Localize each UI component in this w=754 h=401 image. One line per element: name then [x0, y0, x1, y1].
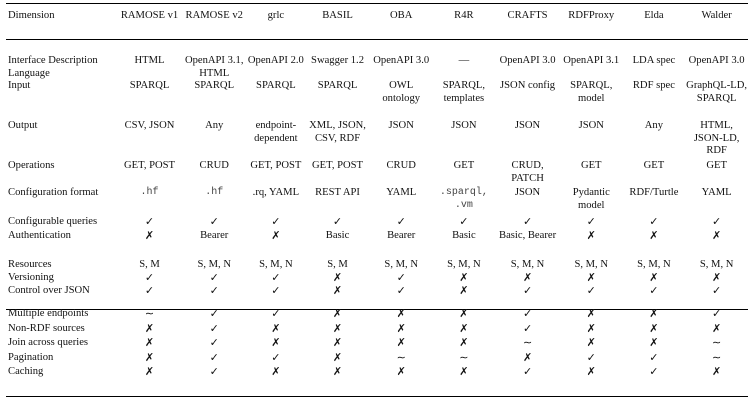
partial-icon: ∼ — [459, 350, 469, 364]
check-icon: ✓ — [209, 365, 219, 378]
table-cell: endpoint-dependent — [254, 120, 298, 144]
check-icon: ✓ — [209, 271, 219, 284]
table-cell: CSV, JSON — [124, 120, 175, 131]
cross-icon: ✗ — [459, 321, 469, 335]
cross-icon: ✗ — [332, 350, 343, 364]
table-cell: OWL ontology — [382, 80, 421, 104]
table-cell: JSON — [388, 120, 414, 131]
table-row — [6, 323, 748, 338]
cross-icon: ✗ — [649, 321, 659, 335]
check-icon: ✓ — [209, 215, 219, 228]
table-cell: OpenAPI 3.0 — [688, 55, 745, 66]
check-icon: ✓ — [271, 350, 281, 364]
cross-icon: ✗ — [396, 365, 406, 378]
check-icon: ✓ — [459, 215, 469, 228]
check-icon: ✓ — [522, 321, 533, 335]
check-icon: ✓ — [649, 350, 659, 364]
cross-icon: ✗ — [144, 336, 155, 349]
check-icon: ✓ — [649, 284, 659, 297]
header-oba: OBA — [390, 10, 413, 21]
partial-icon: ∼ — [396, 350, 406, 364]
cross-icon: ✗ — [144, 350, 155, 364]
header-grlc: grlc — [267, 10, 285, 21]
table-cell: CRUD — [386, 160, 416, 171]
header-ramose-v1: RAMOSE v1 — [120, 10, 179, 21]
dimension-label: Output — [8, 120, 38, 131]
check-icon: ✓ — [332, 215, 343, 228]
table-cell: S, M, N — [574, 259, 609, 270]
check-icon: ✓ — [649, 365, 659, 378]
table-cell: LDA spec — [632, 55, 676, 66]
cross-icon: ✗ — [712, 365, 722, 378]
table-cell: S, M — [139, 259, 160, 270]
cross-icon: ✗ — [522, 350, 533, 364]
partial-icon: ∼ — [712, 336, 722, 349]
cross-icon: ✗ — [459, 271, 469, 284]
table-row — [6, 272, 748, 285]
cross-icon: ✗ — [332, 336, 343, 349]
header-rdfproxy: RDFProxy — [568, 10, 615, 21]
conf-grlc: .rq, YAML — [252, 187, 300, 198]
cross-icon: ✗ — [712, 321, 722, 335]
table-cell: REST API — [315, 187, 360, 198]
table-cell: S, M, N — [197, 259, 231, 270]
table-row — [6, 285, 748, 299]
check-icon: ✓ — [712, 307, 722, 320]
table-cell: GraphQL-LD, SPARQL — [686, 80, 748, 104]
table-row — [6, 230, 748, 259]
dimension-label: Multiple endpoints — [8, 308, 89, 319]
table-cell: OpenAPI 3.0 — [499, 55, 556, 66]
cross-icon: ✗ — [332, 284, 343, 297]
check-icon: ✓ — [209, 336, 219, 349]
cross-icon: ✗ — [271, 365, 281, 378]
cross-icon: ✗ — [712, 271, 722, 284]
table-cell: CRUD, PATCH — [511, 160, 544, 184]
cross-icon: ✗ — [396, 307, 406, 320]
table-cell: S, M, N — [637, 259, 671, 270]
header-dimension: Dimension — [8, 10, 55, 21]
table-cell: Any — [205, 120, 224, 131]
table-cell — [433, 68, 496, 81]
table-cell: Basic — [452, 230, 476, 241]
header-elda: Elda — [644, 10, 664, 21]
header-crafts: CRAFTS — [507, 10, 548, 21]
check-icon: ✓ — [522, 365, 533, 378]
table-cell: GET, POST — [250, 160, 302, 171]
cross-icon: ✗ — [649, 229, 659, 242]
table-cell: SPARQL — [194, 80, 235, 91]
dimension-label: Language — [8, 67, 50, 79]
partial-icon: ∼ — [522, 336, 533, 349]
table-cell: HTML, JSON-LD, RDF — [693, 120, 740, 156]
cross-icon: ✗ — [271, 336, 281, 349]
dimension-label: Caching — [8, 366, 44, 377]
table-cell: — — [458, 55, 470, 66]
table-cell: .hf — [140, 187, 159, 198]
cross-icon: ✗ — [459, 365, 469, 378]
table-cell: SPARQL — [317, 80, 358, 91]
check-icon: ✓ — [144, 215, 155, 228]
dimension-label: Non-RDF sources — [8, 322, 85, 334]
table-cell: GET, POST — [312, 160, 364, 171]
cross-icon: ✗ — [712, 229, 722, 242]
cross-icon: ✗ — [332, 307, 343, 320]
table-cell: SPARQL, model — [570, 80, 613, 104]
check-icon: ✓ — [649, 215, 659, 228]
dimension-label: Configuration format — [8, 187, 99, 198]
table-cell: Pydantic model — [572, 187, 610, 211]
cross-icon: ✗ — [144, 321, 155, 335]
check-icon: ✓ — [271, 271, 281, 284]
table-cell: HTML — [134, 55, 165, 66]
cross-icon: ✗ — [586, 365, 596, 378]
table-cell: YAML — [701, 187, 732, 198]
table-cell: CRUD — [199, 160, 229, 171]
table-cell: .sparql, .vm — [439, 187, 488, 211]
check-icon: ✓ — [586, 215, 596, 228]
cross-icon: ✗ — [271, 321, 281, 335]
cross-icon: ✗ — [396, 336, 406, 349]
check-icon: ✓ — [209, 321, 219, 335]
table-cell: RDF spec — [632, 80, 675, 91]
cross-icon: ✗ — [649, 336, 659, 349]
table-row — [6, 337, 748, 352]
cross-icon: ✗ — [586, 307, 596, 320]
check-icon: ✓ — [271, 215, 281, 228]
table-row — [6, 352, 748, 367]
check-icon: ✓ — [396, 215, 406, 228]
cross-icon: ✗ — [332, 271, 343, 284]
table-cell: Basic, Bearer — [499, 230, 557, 241]
table-cell: S, M, N — [447, 259, 481, 270]
table-cell — [117, 68, 182, 81]
dimension-label: Versioning — [8, 272, 54, 283]
cross-icon: ✗ — [332, 321, 343, 335]
check-icon: ✓ — [522, 307, 533, 320]
table-cell: RDF/Turtle — [629, 187, 679, 198]
cross-icon: ✗ — [396, 321, 406, 335]
cross-icon: ✗ — [459, 307, 469, 320]
table-row — [6, 120, 748, 160]
cross-icon: ✗ — [271, 229, 281, 242]
table-cell: Any — [644, 120, 664, 131]
cross-icon: ✗ — [144, 365, 155, 378]
table-cell — [623, 68, 686, 81]
table-cell: JSON config — [500, 80, 556, 91]
check-icon: ✓ — [586, 284, 596, 297]
header-ramose-v2: RAMOSE v2 — [185, 10, 243, 21]
table-cell: OpenAPI 3.0 — [373, 55, 430, 66]
dimension-label: Join across queries — [8, 337, 89, 348]
check-icon: ✓ — [209, 284, 219, 297]
check-icon: ✓ — [271, 284, 281, 297]
check-icon: ✓ — [396, 271, 406, 284]
comparison-table — [6, 4, 748, 381]
dimension-label: Authentication — [8, 230, 71, 241]
table-cell: GET — [580, 160, 602, 171]
table-cell: JSON — [451, 120, 477, 131]
table-cell: S, M, N — [510, 259, 545, 270]
table-row — [6, 187, 748, 216]
cross-icon: ✗ — [586, 271, 596, 284]
cross-icon: ✗ — [332, 365, 343, 378]
table-cell: JSON — [514, 120, 541, 131]
table-cell: JSON — [578, 120, 604, 131]
check-icon: ✓ — [522, 215, 533, 228]
check-icon: ✓ — [209, 307, 219, 320]
header-walder: Walder — [701, 10, 732, 21]
table-cell: S, M, N — [384, 259, 418, 270]
header-r4r: R4R — [454, 10, 474, 21]
cross-icon: ✗ — [586, 336, 596, 349]
check-icon: ✓ — [144, 271, 155, 284]
table-cell: S, M, N — [699, 259, 734, 270]
table-cell: OpenAPI 3.1 — [563, 55, 620, 66]
dimension-label: Control over JSON — [8, 285, 90, 296]
table-cell: OpenAPI 3.1, HTML — [184, 55, 244, 79]
partial-icon: ∼ — [712, 350, 722, 364]
table-cell: S, M, N — [259, 259, 293, 270]
table-cell: Bearer — [387, 230, 416, 241]
table-cell: GET — [706, 160, 727, 171]
table-cell: Swagger 1.2 — [311, 55, 365, 66]
table-cell: GET — [453, 160, 475, 171]
table-row — [6, 259, 748, 272]
table-row — [6, 308, 748, 323]
dimension-label: Interface Description — [8, 55, 98, 66]
table-row — [6, 366, 748, 381]
cross-icon: ✗ — [144, 229, 155, 242]
cross-icon: ✗ — [586, 229, 596, 242]
check-icon: ✓ — [271, 307, 281, 320]
table-row — [6, 80, 748, 120]
bottom-rule — [6, 396, 748, 397]
table-cell: SPARQL, templates — [442, 80, 486, 104]
table-cell: XML, JSON, CSV, RDF — [309, 120, 366, 144]
dimension-label: Pagination — [8, 351, 54, 363]
cross-icon: ✗ — [459, 336, 469, 349]
cross-icon: ✗ — [649, 307, 659, 320]
table-cell: JSON — [514, 187, 541, 198]
header-row — [6, 4, 748, 45]
check-icon: ✓ — [522, 284, 533, 297]
table-cell: SPARQL — [129, 80, 170, 91]
check-icon: ✓ — [396, 284, 406, 297]
dimension-label: Operations — [8, 160, 55, 171]
table-row — [6, 160, 748, 187]
check-icon: ✓ — [586, 350, 596, 364]
table-cell: GET, POST — [124, 160, 176, 171]
cross-icon: ✗ — [459, 284, 469, 297]
table-cell: S, M — [327, 259, 348, 270]
table-row — [6, 45, 748, 68]
dimension-label: Resources — [8, 259, 52, 270]
check-icon: ✓ — [712, 284, 722, 297]
table-cell: .hf — [205, 187, 224, 198]
cross-icon: ✗ — [586, 321, 596, 335]
section-spacer — [6, 299, 748, 308]
check-icon: ✓ — [712, 215, 722, 228]
table-cell: YAML — [386, 187, 417, 198]
table-cell: SPARQL — [256, 80, 296, 91]
table-cell — [247, 187, 306, 216]
table-cell: Bearer — [200, 230, 229, 241]
cross-icon: ✗ — [649, 271, 659, 284]
partial-icon: ∼ — [144, 307, 155, 320]
dimension-label: Input — [8, 80, 31, 91]
cross-icon: ✗ — [522, 271, 533, 284]
check-icon: ✓ — [144, 284, 155, 297]
table-cell: GET — [643, 160, 665, 171]
table-row — [6, 216, 748, 230]
dimension-label: Configurable queries — [8, 216, 98, 227]
table-cell: Basic — [325, 230, 350, 241]
table-cell: OpenAPI 2.0 — [247, 55, 304, 66]
header-basil: BASIL — [322, 10, 353, 21]
check-icon: ✓ — [209, 350, 219, 364]
